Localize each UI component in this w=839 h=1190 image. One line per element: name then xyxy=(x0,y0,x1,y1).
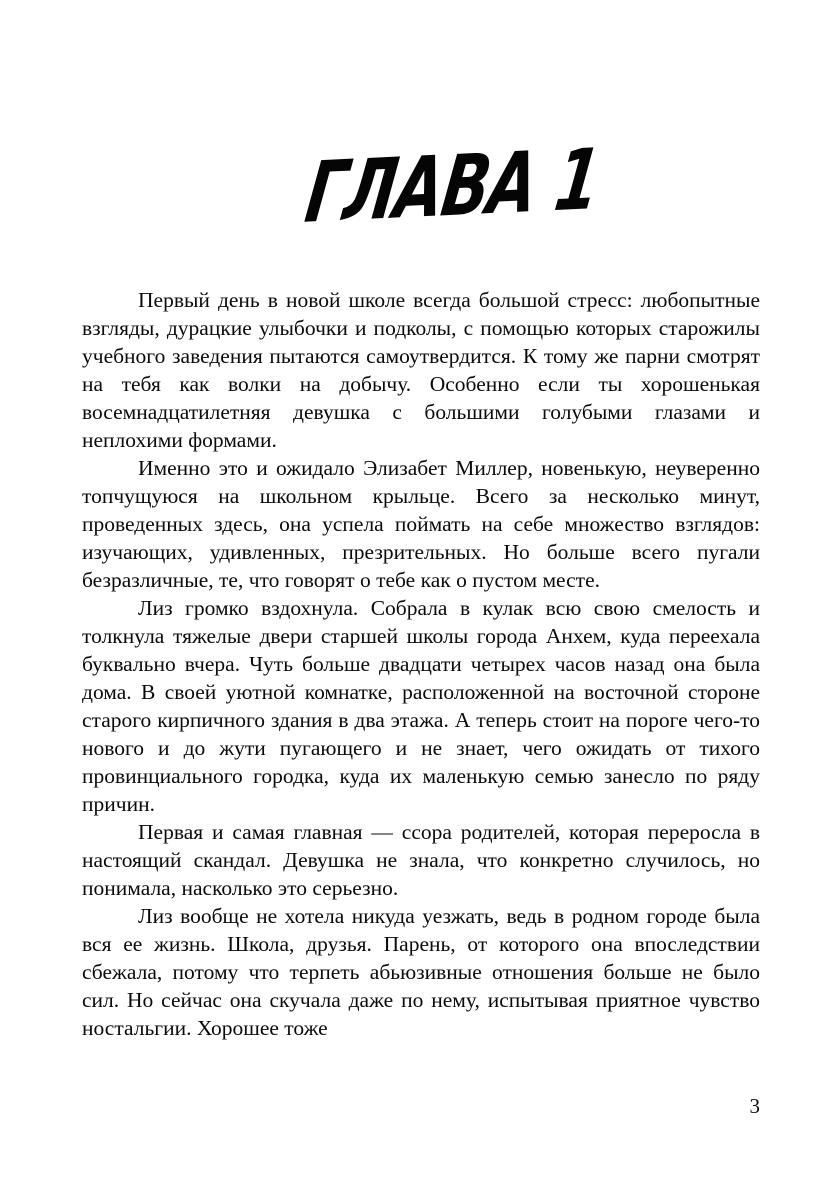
chapter-title: ГЛАВА 1 xyxy=(300,130,605,242)
body-paragraph: Именно это и ожидало Элизабет Миллер, новенькую, неуверенно топчущуюся на школьном крыльце. Всего за несколько минут, проведенных здесь, она успела поймать на себе множество взглядов: изучающих, удивленных, презрительных. Но больше всего пугали безразличные, те, что говорят о тебе как о пустом месте. xyxy=(82,456,760,592)
body-paragraph: Первый день в новой школе всегда большой стресс: любопытные взгляды, дурацкие улыбочки и подколы, с помощью которых старожилы учебного заведения пытаются самоутвердится. К тому же парни смотрят на тебя как волки на добычу. Особенно если ты хорошенькая восемнадцатилетняя девушка с большими голубыми глазами и неплохими формами. xyxy=(82,288,760,452)
body-text-block xyxy=(82,286,760,1042)
body-paragraph: Лиз вообще не хотела никуда уезжать, ведь в родном городе была вся ее жизнь. Школа, друзья. Парень, от которого она впоследствии сбежала, потому что терпеть абьюзивные отношения больше не было сил. Но сейчас она скучала даже по нему, испытывая приятное чувство ностальгии. Хорошее тоже xyxy=(82,904,760,1040)
page-number: 3 xyxy=(749,1094,760,1118)
body-paragraph: Первая и самая главная — ссора родителей, которая переросла в настоящий скандал. Девушка не знала, что конкретно случилось, но понимала, насколько это серьезно. xyxy=(82,820,760,900)
body-paragraph: Лиз громко вздохнула. Собрала в кулак всю свою смелость и толкнула тяжелые двери старшей школы города Анхем, куда переехала буквально вчера. Чуть больше двадцати четырех часов назад она была дома. В своей уютной комнатке, расположенной на восточной стороне старого кирпичного здания в два этажа. А теперь стоит на пороге чего-то нового и до жути пугающего и не знает, чего ожидать от тихого провинциального городка, куда их маленькую семью занесло по ряду причин. xyxy=(82,596,760,816)
